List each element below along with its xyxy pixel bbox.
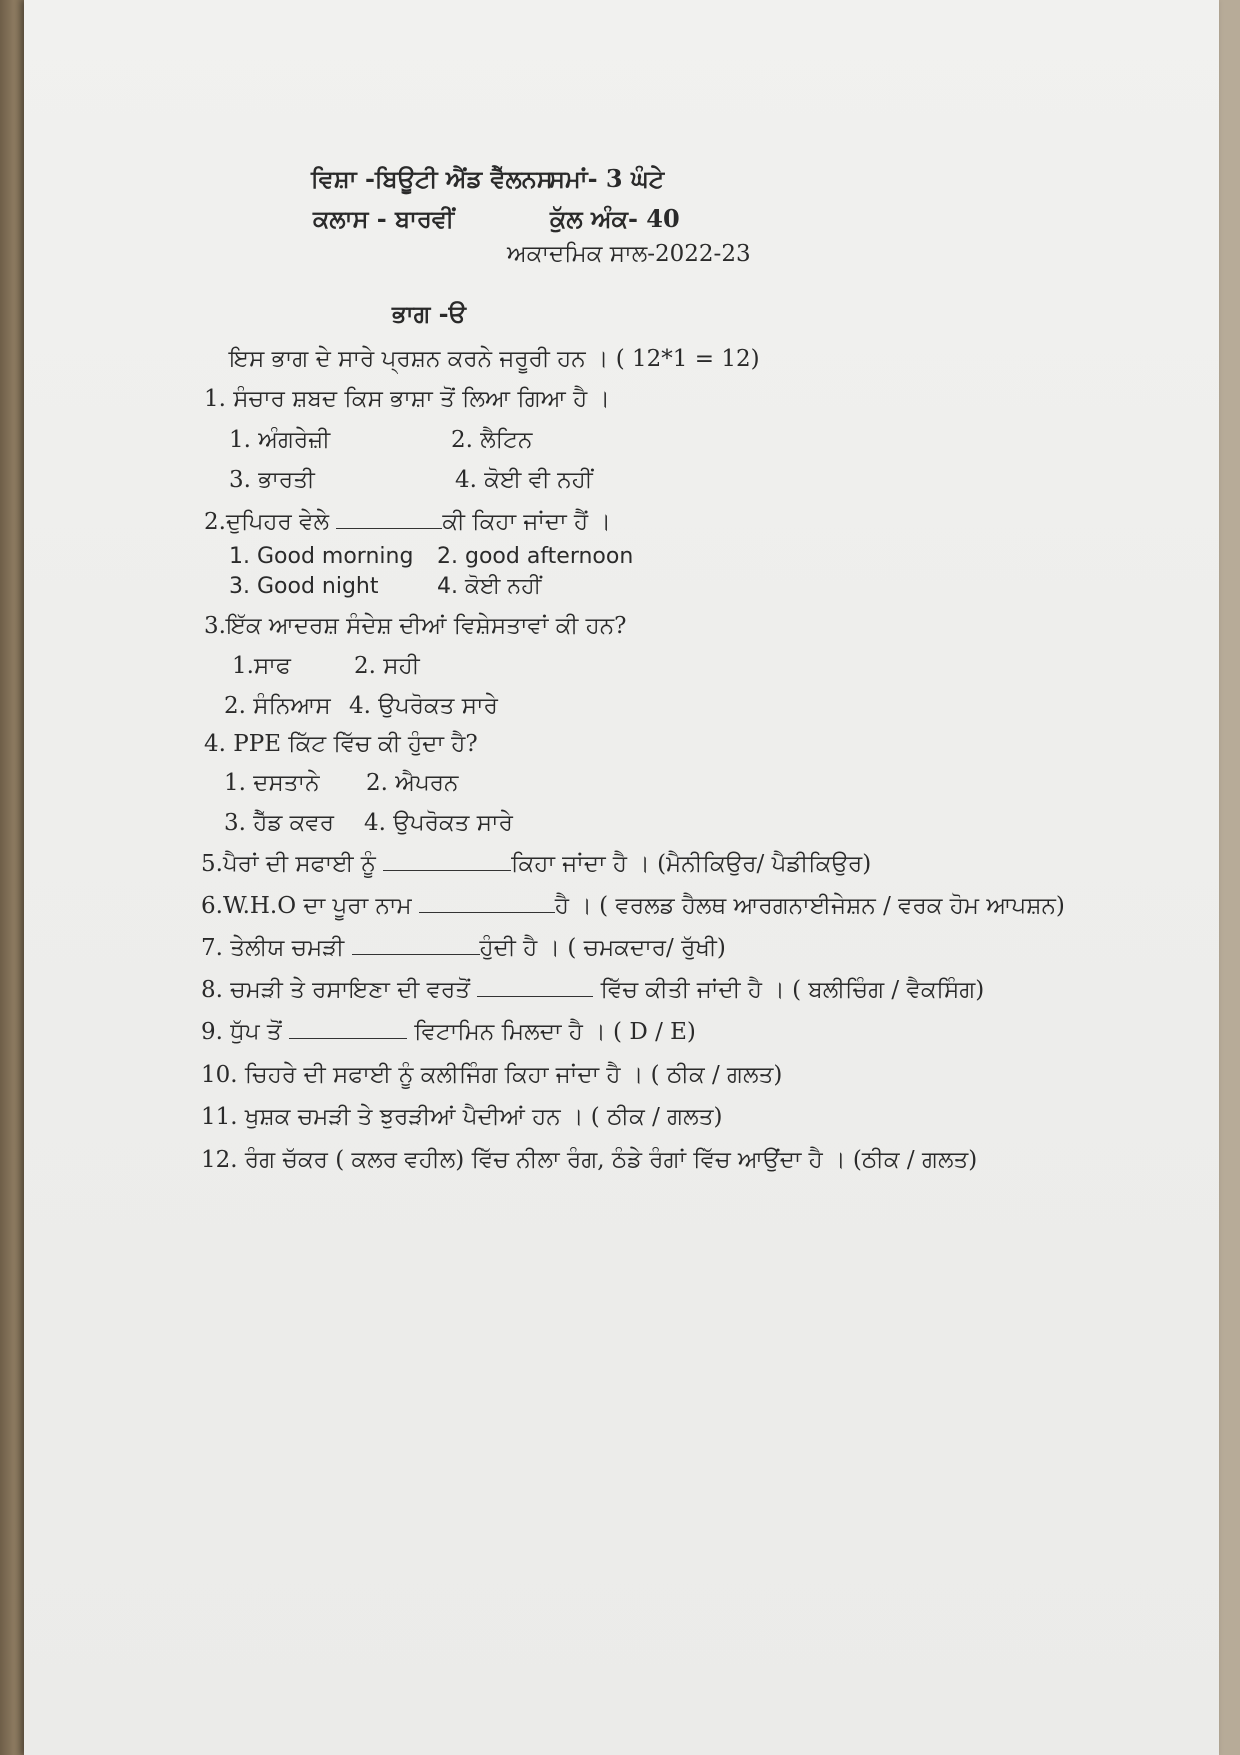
question-1: 1. ਸੰਚਾਰ ਸ਼ਬਦ ਕਿਸ ਭਾਸ਼ਾ ਤੋਂ ਲਿਆ ਗਿਆ ਹੈ ।: [204, 386, 611, 412]
q1-option-2: 2. ਲੈਟਿਨ: [451, 427, 533, 453]
q2-option-1: 1. Good morning: [229, 544, 414, 569]
q1-option-4: 4. ਕੋਈ ਵੀ ਨਹੀਂ: [455, 467, 593, 493]
question-2: [204, 508, 611, 536]
question-11: 11. ਖੁਸ਼ਕ ਚਮੜੀ ਤੇ ਝੁਰੜੀਆਂ ਪੈਦੀਆਂ ਹਨ । ( ਠੀਕ / ਗਲਤ): [201, 1104, 723, 1130]
section-instruction: ਇਸ ਭਾਗ ਦੇ ਸਾਰੇ ਪ੍ਰਸ਼ਨ ਕਰਨੇ ਜਰੂਰੀ ਹਨ । ( 12*1 = 12): [229, 346, 760, 372]
q9-text-end: ਵਿਟਾਮਿਨ ਮਿਲਦਾ ਹੈ । ( D / E): [406, 1019, 696, 1045]
q2-option-3: 3. Good night: [229, 574, 379, 599]
q2-option-4: 4. ਕੋਈ ਨਹੀਂ: [437, 574, 542, 599]
question-3: 3.ਇੱਕ ਆਦਰਸ਼ ਸੰਦੇਸ਼ ਦੀਆਂ ਵਿਸ਼ੇਸਤਾਵਾਂ ਕੀ ਹਨ?: [204, 613, 627, 639]
subject-label: ਵਿਸ਼ਾ -ਬਿਊਟੀ ਐਂਡ ਵੈੱਲਨਸ: [311, 164, 553, 193]
q2-blank: [336, 512, 442, 529]
q3-option-1: 1.ਸਾਫ: [232, 653, 291, 679]
q8-text-end: ਵਿੱਚ ਕੀਤੀ ਜਾਂਦੀ ਹੈ । ( ਬਲੀਚਿੰਗ / ਵੈਕਸਿੰਗ): [593, 977, 985, 1003]
q2-text-start: 2.ਦੁਪਿਹਰ ਵੇਲੇ: [204, 509, 337, 535]
q2-text-end: ਕੀ ਕਿਹਾ ਜਾਂਦਾ ਹੈਂ ।: [442, 509, 611, 535]
q6-text-end: ਹੈ । ( ਵਰਲਡ ਹੈਲਥ ਆਰਗਨਾਈਜੇਸ਼ਨ / ਵਰਕ ਹੋਮ ਆਪਸ਼ਨ): [554, 893, 1065, 919]
question-8: [201, 976, 984, 1004]
class-label: ਕਲਾਸ - ਬਾਰਵੀਂ: [313, 204, 455, 233]
q1-option-3: 3. ਭਾਰਤੀ: [229, 467, 315, 493]
exam-paper: [24, 0, 1219, 1755]
q4-option-1: 1. ਦਸਤਾਨੇ: [224, 770, 320, 796]
q1-option-1: 1. ਅੰਗਰੇਜ਼ੀ: [229, 427, 331, 453]
q4-option-2: 2. ਐਪਰਨ: [366, 770, 459, 796]
time-label: ਸਮਾਂ- 3 ਘੰਟੇ: [549, 164, 665, 193]
q5-text-end: ਕਿਹਾ ਜਾਂਦਾ ਹੈ । (ਮੈਨੀਕਿਉਰ/ ਪੈਡੀਕਿਉਰ): [511, 851, 872, 877]
question-6: [201, 892, 1065, 920]
q5-blank: [383, 854, 511, 871]
question-12: 12. ਰੰਗ ਚੱਕਰ ( ਕਲਰ ਵਹੀਲ) ਵਿੱਚ ਨੀਲਾ ਰੰਗ, ਠੰਡੇ ਰੰਗਾਂ ਵਿੱਚ ਆਉਂਦਾ ਹੈ । (ਠੀਕ / ਗਲਤ): [201, 1147, 978, 1173]
q9-blank: [289, 1022, 407, 1039]
q6-blank: [419, 896, 555, 913]
q2-option-2: 2. good afternoon: [437, 544, 634, 569]
question-5: [201, 850, 871, 878]
q7-text-start: 7. ਤੇਲੀਯ ਚਮੜੀ: [201, 935, 352, 961]
q9-text-start: 9. ਧੁੱਪ ਤੋਂ: [201, 1019, 289, 1045]
q3-option-4: 4. ਉਪਰੋਕਤ ਸਾਰੇ: [349, 693, 498, 719]
question-9: [201, 1018, 696, 1046]
q3-option-3: 2. ਸੰਨਿਆਸ: [224, 693, 331, 719]
q3-option-2: 2. ਸਹੀ: [354, 653, 420, 679]
q5-text-start: 5.ਪੈਰਾਂ ਦੀ ਸਫਾਈ ਨੂੰ: [201, 851, 384, 877]
academic-year: ਅਕਾਦਮਿਕ ਸਾਲ-2022-23: [507, 241, 751, 267]
total-marks-label: ਕੁੱਲ ਅੰਕ- 40: [550, 204, 680, 233]
q8-blank: [477, 980, 593, 997]
section-title: ਭਾਗ -ੳ: [392, 299, 467, 328]
q8-text-start: 8. ਚਮੜੀ ਤੇ ਰਸਾਇਣਾ ਦੀ ਵਰਤੋਂ: [201, 977, 478, 1003]
q7-text-end: ਹੁੰਦੀ ਹੈ । ( ਚਮਕਦਾਰ/ ਰੁੱਖੀ): [479, 935, 726, 961]
q4-option-3: 3. ਹੈੱਡ ਕਵਰ: [224, 810, 334, 836]
q7-blank: [352, 938, 480, 955]
question-7: [201, 934, 726, 962]
q6-text-start: 6.W.H.O ਦਾ ਪੂਰਾ ਨਾਮ: [201, 893, 419, 919]
question-10: 10. ਚਿਹਰੇ ਦੀ ਸਫਾਈ ਨੂੰ ਕਲੀਜਿੰਗ ਕਿਹਾ ਜਾਂਦਾ ਹੈ । ( ਠੀਕ / ਗਲਤ): [201, 1062, 783, 1088]
question-4: 4. PPE ਕਿੱਟ ਵਿੱਚ ਕੀ ਹੁੰਦਾ ਹੈ?: [204, 731, 478, 757]
q4-option-4: 4. ਉਪਰੋਕਤ ਸਾਰੇ: [364, 810, 513, 836]
